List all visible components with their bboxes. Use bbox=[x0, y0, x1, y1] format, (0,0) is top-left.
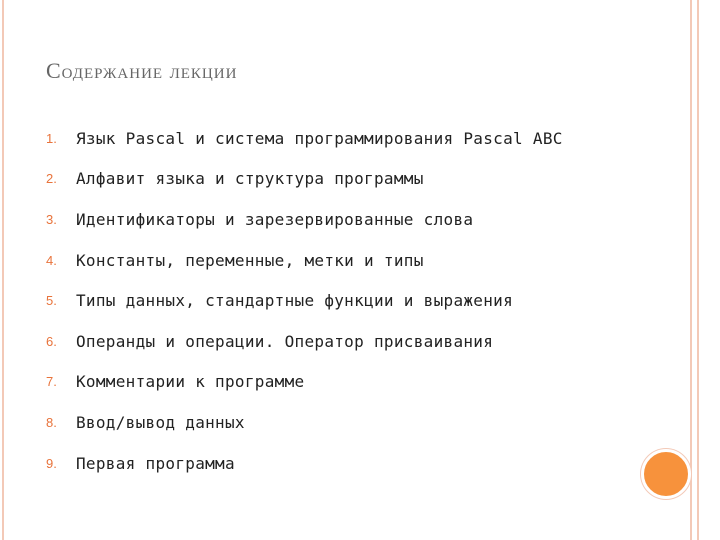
list-item-number: 1. bbox=[46, 130, 57, 146]
list-item-text: Типы данных, стандартные функции и выражения bbox=[76, 291, 514, 311]
list-item-text: Комментарии к программе bbox=[76, 372, 305, 392]
list-item bbox=[46, 199, 666, 240]
list-item bbox=[46, 159, 666, 200]
list-item-number: 7. bbox=[46, 374, 57, 390]
list-item-number: 6. bbox=[46, 333, 57, 349]
list-item bbox=[46, 402, 666, 443]
list-item-text: Ввод/вывод данных bbox=[76, 412, 245, 432]
decorative-circle bbox=[641, 449, 691, 499]
list-item-text: Алфавит языка и структура программы bbox=[76, 169, 424, 189]
left-border-line bbox=[2, 0, 4, 540]
list-item-number: 5. bbox=[46, 293, 57, 309]
list-item bbox=[46, 321, 666, 362]
list-item bbox=[46, 280, 666, 321]
right-decorative-band bbox=[682, 0, 720, 540]
agenda-list bbox=[46, 118, 666, 483]
list-item-text: Идентификаторы и зарезервированные слова bbox=[76, 209, 474, 229]
band-line-2 bbox=[697, 0, 699, 540]
list-item-text: Операнды и операции. Оператор присваивания bbox=[76, 331, 494, 351]
band-line-1 bbox=[690, 0, 692, 540]
list-item-text: Язык Pascal и система программирования Pascal ABC bbox=[76, 128, 563, 148]
list-item bbox=[46, 118, 666, 159]
list-item-number: 9. bbox=[46, 455, 57, 471]
list-item-number: 2. bbox=[46, 171, 57, 187]
slide-title: Содержание лекции bbox=[46, 58, 238, 83]
list-item bbox=[46, 240, 666, 281]
list-item bbox=[46, 443, 666, 484]
list-item bbox=[46, 362, 666, 403]
list-item-number: 8. bbox=[46, 414, 57, 430]
list-item-number: 4. bbox=[46, 252, 57, 268]
list-item-text: Первая программа bbox=[76, 453, 235, 473]
list-item-number: 3. bbox=[46, 211, 57, 227]
list-item-text: Константы, переменные, метки и типы bbox=[76, 250, 424, 270]
